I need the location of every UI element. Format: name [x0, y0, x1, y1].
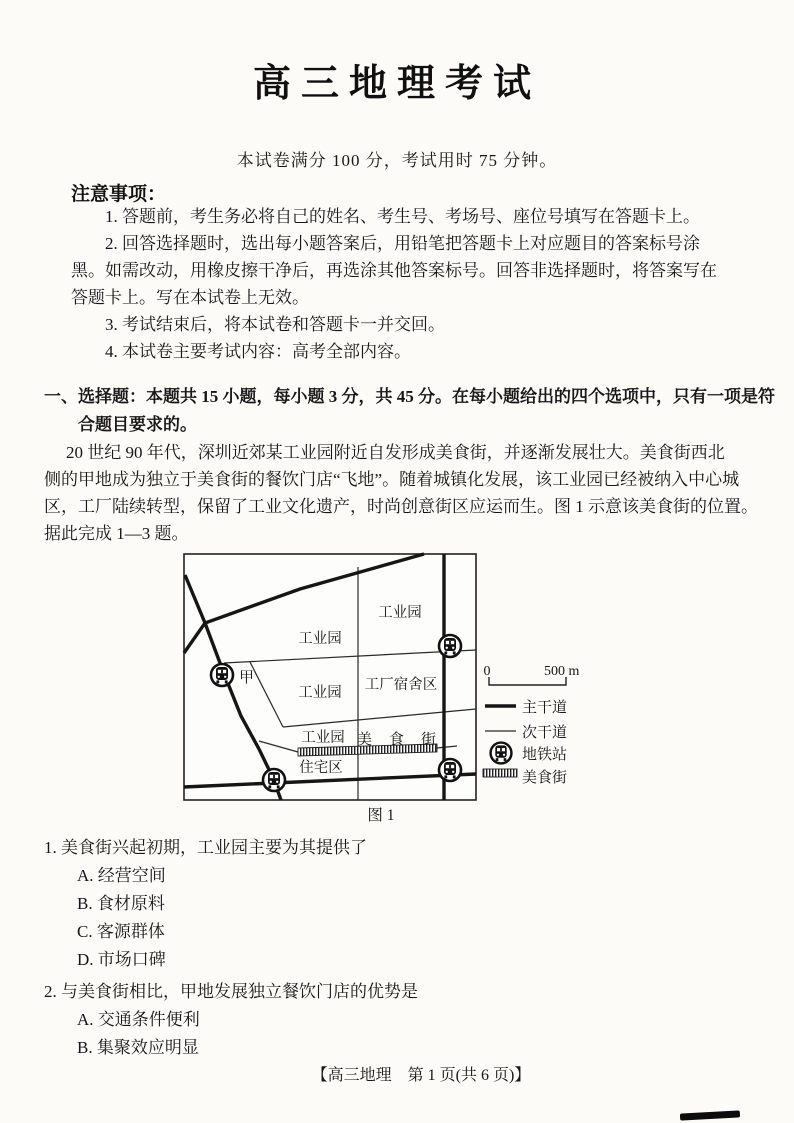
metro-station-icon	[439, 635, 461, 657]
map-legend	[483, 699, 567, 786]
figure-caption: 图 1	[367, 807, 395, 824]
legend-food-street-sample	[483, 769, 517, 777]
option-c: C. 客源群体	[77, 922, 165, 941]
label-food-street: 美食街	[357, 732, 454, 748]
option-b: B. 集聚效应明显	[77, 1038, 199, 1057]
option-d: D. 市场口碑	[77, 950, 166, 969]
label-industrial-park-mid: 工业园	[298, 685, 342, 701]
option-a: A. 交通条件便利	[77, 1010, 200, 1029]
scale-zero-label: 0	[483, 664, 491, 679]
passage-line: 侧的甲地成为独立于美食街的餐饮门店“飞地”。随着城镇化发展，该工业园已经被纳入中心城	[44, 470, 740, 489]
legend-metro-station-icon	[491, 743, 512, 764]
passage-line: 20 世纪 90 年代，深圳近郊某工业园附近自发形成美食街，并逐渐发展壮大。美食街西北	[66, 443, 725, 462]
label-site-jia: 甲	[239, 670, 255, 686]
legend-main-road-label: 主干道	[522, 700, 568, 716]
passage-line: 据此完成 1—3 题。	[44, 524, 189, 543]
question-stem: 2. 与美食街相比，甲地发展独立餐饮门店的优势是	[44, 982, 418, 1001]
legend-secondary-road-label: 次干道	[522, 725, 568, 741]
option-a: A. 经营空间	[77, 866, 166, 885]
scale-distance-label: 500 m	[544, 664, 580, 679]
question-1	[44, 834, 744, 974]
notice-line: 黑。如需改动，用橡皮擦干净后，再选涂其他答案标号。回答非选择题时，将答案写在	[71, 261, 717, 280]
legend-food-street-label: 美食街	[522, 770, 568, 786]
label-industrial-park-topright: 工业园	[378, 605, 422, 621]
label-residential-area: 住宅区	[299, 760, 343, 776]
notice-line: 4. 本试卷主要考试内容：高考全部内容。	[105, 342, 411, 361]
legend-metro-station-label: 地铁站	[522, 747, 568, 763]
metro-station-icon	[439, 759, 461, 781]
notice-heading: 注意事项：	[71, 184, 167, 205]
notice-line: 答题卡上。写在本试卷上无效。	[71, 288, 309, 307]
metro-station-icon	[211, 664, 233, 686]
section-header-line: 一、选择题：本题共 15 小题，每小题 3 分，共 45 分。在每小题给出的四个选项中，只有一项是符	[44, 387, 775, 406]
location-map-figure	[150, 545, 640, 830]
exam-title: 高三地理考试	[252, 63, 541, 105]
section-header	[44, 383, 775, 438]
label-industrial-park-bottom: 工业园	[301, 730, 345, 746]
passage-line: 区，工厂陆续转型，保留了工业文化遗产，时尚创意街区应运而生。图 1 示意该美食街的位置。	[44, 497, 758, 516]
exam-subtitle: 本试卷满分 100 分，考试用时 75 分钟。	[236, 151, 558, 170]
label-factory-dorm-area: 工厂宿舍区	[364, 677, 438, 693]
scan-artifact-mark	[680, 1110, 740, 1120]
question-stem: 1. 美食街兴起初期，工业园主要为其提供了	[44, 838, 367, 857]
section-header-line: 合题目要求的。	[78, 414, 197, 434]
label-industrial-park-top: 工业园	[298, 631, 342, 647]
notice-list	[71, 203, 751, 365]
notice-line: 3. 考试结束后，将本试卷和答题卡一并交回。	[105, 315, 445, 334]
metro-station-icon	[263, 769, 285, 791]
notice-line: 1. 答题前，考生务必将自己的姓名、考生号、考场号、座位号填写在答题卡上。	[105, 207, 700, 226]
page-footer: 【高三地理 第 1 页(共 6 页)】	[311, 1067, 531, 1084]
question-2	[44, 978, 744, 1062]
option-b: B. 食材原料	[77, 894, 165, 913]
notice-line: 2. 回答选择题时，选出每小题答案后，用铅笔把答题卡上对应题目的答案标号涂	[105, 234, 700, 253]
reading-passage	[44, 439, 764, 547]
